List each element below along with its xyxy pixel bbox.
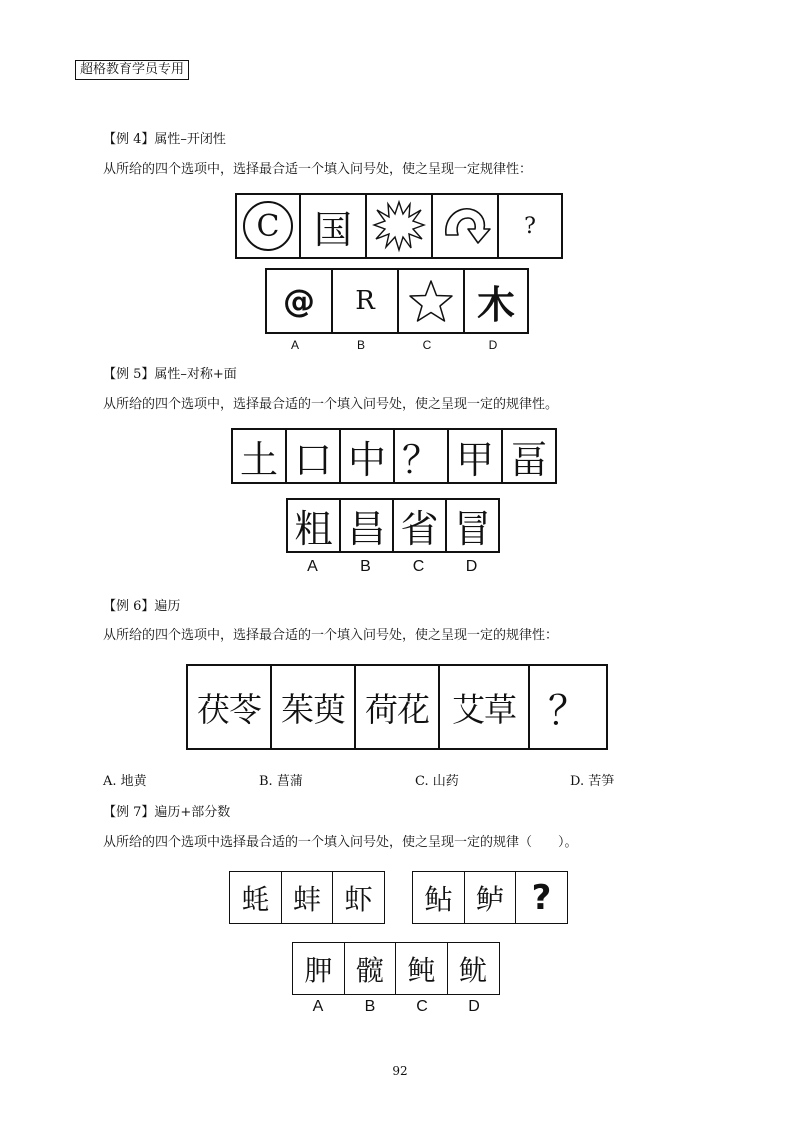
- ex4-q-cell-1: [235, 193, 301, 259]
- ex6-q-cell: 荷花: [354, 664, 440, 750]
- ex6-option-c: C. 山药: [415, 774, 459, 789]
- ex6-option-d: D. 苦笋: [570, 774, 615, 789]
- ex6-title: 【例 6】遍历: [103, 599, 181, 614]
- page-number: 92: [392, 1064, 408, 1078]
- ex4-q-mark: ?: [524, 213, 536, 239]
- explosion-icon: [372, 199, 426, 253]
- ex4-q-cell-4: [431, 193, 499, 259]
- ex6-q-cell: 茯苓: [186, 664, 272, 750]
- ex4-q-cell-5: [497, 193, 563, 259]
- ex5-q-cell: 畐: [501, 428, 557, 484]
- ex5-option: 冒: [445, 498, 500, 553]
- ex7-option: 髋: [344, 942, 397, 995]
- ex4-q-guo: 国: [313, 207, 352, 252]
- ex5-q-cell: 土: [231, 428, 287, 484]
- ex4-option-letters: A B C D: [290, 338, 498, 352]
- ex6-q-cell: ？: [528, 664, 608, 750]
- ex7-option: 胛: [292, 942, 345, 995]
- ex7-g1-cell: 蚌: [281, 871, 334, 924]
- ex5-q-cell: 甲: [447, 428, 503, 484]
- ex7-g2-cell: 鲈: [464, 871, 517, 924]
- ex5-instruction: 从所给的四个选项中，选择最合适的一个填入问号处，使之呈现一定的规律性。: [103, 397, 559, 412]
- ex7-option-letters: A B C D: [312, 998, 480, 1015]
- ex7-group-2: [412, 871, 568, 924]
- ex5-option: 粗: [286, 498, 341, 553]
- ex6-option-b: B. 菖蒲: [259, 774, 303, 789]
- curved-arrow-icon: [438, 199, 492, 253]
- star-icon: [408, 278, 454, 324]
- ex4-option-b: [331, 268, 399, 334]
- ex5-q-cell: 中: [339, 428, 395, 484]
- circled-c-icon: C: [243, 201, 293, 251]
- ex4-opt-at: @: [283, 282, 315, 320]
- ex4-option-a: [265, 268, 333, 334]
- ex7-title: 【例 7】遍历+部分数: [103, 805, 231, 820]
- ex6-question-row: [186, 664, 608, 750]
- ex6-q-cell: 茱萸: [270, 664, 356, 750]
- ex7-instruction: 从所给的四个选项中选择最合适的一个填入问号处，使之呈现一定的规律（ ）。: [103, 835, 578, 850]
- ex7-group-1: [229, 871, 385, 924]
- ex5-title: 【例 5】属性–对称+面: [103, 367, 237, 382]
- ex4-options-row: [265, 268, 529, 334]
- ex5-option-letters: A B C D: [307, 558, 478, 575]
- ex7-g2-cell: ?: [515, 871, 568, 924]
- ex7-option: 鱿: [447, 942, 500, 995]
- ex5-options-row: [286, 498, 500, 553]
- ex6-instruction: 从所给的四个选项中，选择最合适的一个填入问号处，使之呈现一定的规律性：: [103, 628, 559, 643]
- ex5-q-cell: ？: [393, 428, 449, 484]
- ex4-q-cell-2: [299, 193, 367, 259]
- ex5-q-cell: 口: [285, 428, 341, 484]
- ex4-q-cell-3: [365, 193, 433, 259]
- ex6-q-cell: 艾草: [438, 664, 530, 750]
- ex4-instruction: 从所给的四个选项中，选择最合适一个填入问号处，使之呈现一定规律性：: [103, 162, 533, 177]
- ex7-g2-cell: 鲇: [412, 871, 465, 924]
- ex4-option-d: [463, 268, 529, 334]
- ex4-option-c: [397, 268, 465, 334]
- ex7-option: 鲀: [395, 942, 448, 995]
- ex4-title: 【例 4】属性–开闭性: [103, 132, 226, 147]
- ex4-question-row: [235, 193, 563, 259]
- ex7-g1-cell: 虾: [332, 871, 385, 924]
- ex4-opt-mu: 木: [476, 282, 515, 327]
- ex5-option: 昌: [339, 498, 394, 553]
- ex7-options-row: [292, 942, 500, 995]
- ex4-opt-r: R: [355, 286, 375, 316]
- ex7-g1-cell: 蚝: [229, 871, 282, 924]
- ex6-option-a: A. 地黄: [103, 774, 147, 789]
- ex5-question-row: [231, 428, 557, 484]
- ex5-option: 省: [392, 498, 447, 553]
- header-label: 超格教育学员专用: [75, 60, 189, 80]
